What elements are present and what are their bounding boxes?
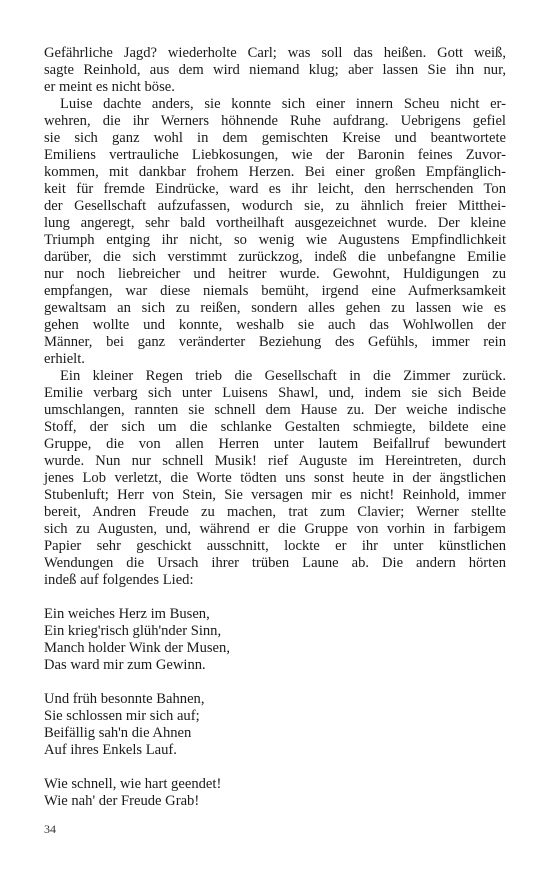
verse-line: Ein krieg'risch glüh'nder Sinn, [44, 623, 222, 639]
verse-line: Ein weiches Herz im Busen, [44, 606, 210, 622]
text-line: nur noch liebreicher und heitrer wurde. Gewohnt, Huldigungen zu [44, 266, 506, 282]
verse-line: Wie schnell, wie hart geendet! [44, 776, 222, 792]
poem-stanza-1 [44, 606, 506, 674]
text-line: erhielt. [44, 351, 85, 367]
text-line: jenes Lob verletzt, die Worte tödten uns sonst heute in der ängstlichen [44, 470, 506, 486]
paragraph-2 [44, 96, 506, 368]
text-line: der Gesellschaft aufzufassen, wodurch sie, zu ähnlich freier Mitthei- [44, 198, 506, 214]
text-line: keit für fremde Eindrücke, ward es ihr leicht, den herrschenden Ton [44, 181, 506, 197]
text-line: Luise dachte anders, sie konnte sich einer innern Scheu nicht er- [60, 96, 506, 112]
text-line: sich zu Augusten, und, während er die Gruppe von vorhin in farbigem [44, 521, 506, 537]
text-line: Emiliens vertrauliche Liebkosungen, wie der Baronin feines Zuvor- [44, 147, 506, 163]
text-line: gehen wollte und konnte, weshalb sie auch das Wohlwollen der [44, 317, 506, 333]
verse-line: Manch holder Wink der Musen, [44, 640, 230, 656]
text-line: lung angeregt, sehr bald vortheilhaft ausgezeichnet wurde. Der kleine [44, 215, 506, 231]
verse-line: Sie schlossen mir sich auf; [44, 708, 200, 724]
text-line: bereit, Andren Freude zu machen, trat zum Clavier; Werner stellte [44, 504, 506, 520]
text-line: wehren, die ihr Werners höhnende Ruhe aufdrang. Uebrigens gefiel [44, 113, 506, 129]
verse-line: Auf ihres Enkels Lauf. [44, 742, 177, 758]
text-line: gewaltsam an sich zu reißen, sondern alles gehen zu lassen wie es [44, 300, 506, 316]
text-line: Männer, bei ganz veränderter Beziehung des Gefühls, immer rein [44, 334, 506, 350]
text-line: Gruppe, die von allen Herren unter lautem Beifallruf bewundert [44, 436, 506, 452]
stanza-gap [44, 674, 506, 691]
text-line: kommen, mit dankbar frohem Herzen. Bei einer großen Empfänglich- [44, 164, 506, 180]
paragraph-1 [44, 45, 506, 96]
text-line: Triumph entging ihr nicht, so wenig wie Augustens Empfindlichkeit [44, 232, 506, 248]
poem-stanza-2 [44, 691, 506, 759]
text-line: Stoff, der sich um die schlanke Gestalten schmiegte, bildete eine [44, 419, 506, 435]
poem-stanza-3 [44, 776, 506, 810]
text-line: er meint es nicht böse. [44, 79, 175, 95]
page-number: 34 [44, 822, 56, 836]
text-line: indeß auf folgendes Lied: [44, 572, 194, 588]
page-body [44, 45, 506, 810]
text-line: wurde. Nun nur schnell Musik! rief Auguste im Hereintreten, durch [44, 453, 506, 469]
text-line: umschlangen, rannten sie schnell dem Hause zu. Der weiche indische [44, 402, 506, 418]
verse-line: Beifällig sah'n die Ahnen [44, 725, 192, 741]
verse-line: Und früh besonnte Bahnen, [44, 691, 205, 707]
text-line: empfangen, war diese niemals bemüht, irgend eine Aufmerksamkeit [44, 283, 506, 299]
text-line: Emilie verbarg sich unter Luisens Shawl, und, indem sie sich Beide [44, 385, 506, 401]
text-line: sagte Reinhold, aus dem wird niemand klug; aber lassen Sie ihn nur, [44, 62, 506, 78]
text-line: Wendungen die Ursach ihrer trüben Laune ab. Die andern hörten [44, 555, 506, 571]
text-line: Gefährliche Jagd? wiederholte Carl; was soll das heißen. Gott weiß, [44, 45, 506, 61]
paragraph-3 [44, 368, 506, 589]
text-line: Stubenluft; Herr von Stein, Sie versagen mir es nicht! Reinhold, immer [44, 487, 506, 503]
verse-line: Das ward mir zum Gewinn. [44, 657, 206, 673]
text-line: Ein kleiner Regen trieb die Gesellschaft in die Zimmer zurück. [60, 368, 506, 384]
text-line: darüber, die sich verstimmt zurückzog, indeß die unbefangne Emilie [44, 249, 506, 265]
verse-line: Wie nah' der Freude Grab! [44, 793, 200, 809]
text-line: Papier sehr geschickt ausschnitt, lockte er ihr unter künstlichen [44, 538, 506, 554]
stanza-gap [44, 759, 506, 776]
stanza-gap [44, 589, 506, 606]
text-line: sie sich ganz wohl in dem gemischten Kreise und beantwortete [44, 130, 506, 146]
